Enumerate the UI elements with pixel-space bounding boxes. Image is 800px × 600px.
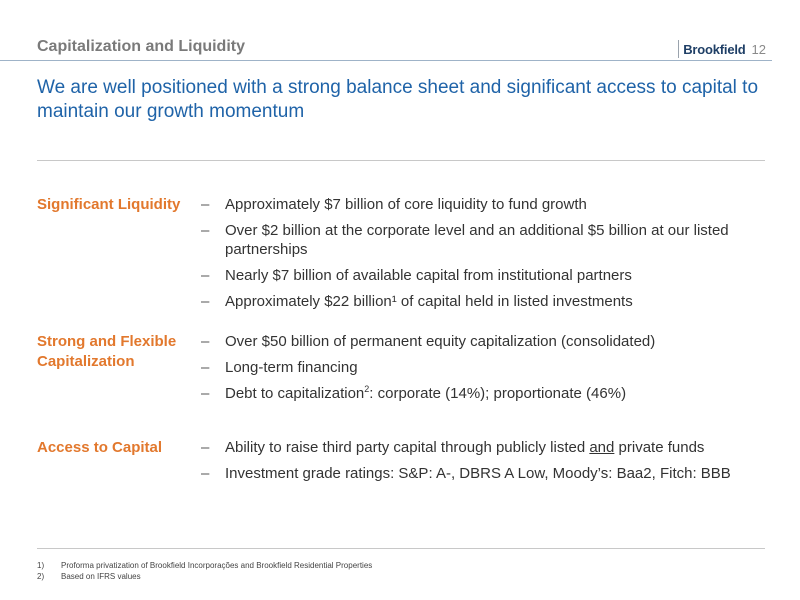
bullet-text: Debt to capitalization$^2$: corporate (14%); proportionate (46%) — [225, 384, 627, 402]
slide-headline: We are well positioned with a strong balance sheet and significant access to capital to maintain our growth momentum — [37, 77, 759, 122]
dash-icon: – — [201, 333, 210, 350]
dash-icon: – — [201, 222, 210, 239]
bullet-item — [201, 221, 761, 259]
footnote-number: 1) — [37, 561, 45, 570]
bullet-list — [201, 332, 761, 410]
dash-icon: – — [201, 196, 210, 213]
bullet-item — [201, 464, 761, 483]
bullet-text: Approximately $22 billion¹ of capital held in listed investments — [225, 293, 633, 310]
bullet-text: Approximately $7 billion of core liquidity to fund growth — [225, 196, 587, 213]
dash-icon: – — [201, 465, 210, 482]
dash-icon: – — [201, 385, 210, 402]
section-title: Significant Liquidity — [37, 196, 181, 213]
bullet-item — [201, 438, 761, 457]
footnote-text: Based on IFRS values — [61, 572, 141, 581]
bullet-text: Investment grade ratings: S&P: A-, DBRS A Low, Moody’s: Baa2, Fitch: BBB — [225, 465, 731, 482]
footnote-text: Proforma privatization of Brookfield Incorporações and Brookfield Residential Properties — [61, 561, 373, 570]
bullet-list — [201, 195, 761, 318]
bullet-list — [201, 438, 761, 490]
bullet-text: Nearly $7 billion of available capital from institutional partners — [225, 267, 632, 284]
bullet-item — [201, 195, 761, 214]
dash-icon: – — [201, 439, 210, 456]
bullet-item — [201, 266, 761, 285]
brand-divider — [678, 40, 679, 58]
footnote — [37, 571, 372, 582]
bullet-text: Over $50 billion of permanent equity capitalization (consolidated) — [225, 333, 656, 350]
page-number: 12 — [751, 41, 766, 57]
footnotes — [37, 560, 372, 582]
bullet-item — [201, 384, 761, 403]
footer-divider — [37, 548, 765, 549]
bullet-item — [201, 358, 761, 377]
header-title: Capitalization and Liquidity — [37, 38, 245, 55]
dash-icon: – — [201, 293, 210, 310]
bullet-text: Ability to raise third party capital through publicly listed and private funds — [225, 439, 705, 456]
section-title: Strong and Flexible Capitalization — [37, 333, 177, 370]
bullet-item — [201, 292, 761, 311]
bullet-text: Over $2 billion at the corporate level and an additional $5 billion at our listed partnerships — [225, 222, 729, 258]
dash-icon: – — [201, 267, 210, 284]
brand-logo: Brookfield — [683, 41, 746, 57]
header-divider — [0, 60, 772, 61]
headline-divider — [37, 160, 765, 161]
footnote-number: 2) — [37, 572, 45, 581]
section-title: Access to Capital — [37, 439, 163, 456]
bullet-text: Long-term financing — [225, 359, 358, 376]
bullet-item — [201, 332, 761, 351]
footnote — [37, 560, 372, 571]
brand-block — [678, 40, 766, 58]
dash-icon: – — [201, 359, 210, 376]
